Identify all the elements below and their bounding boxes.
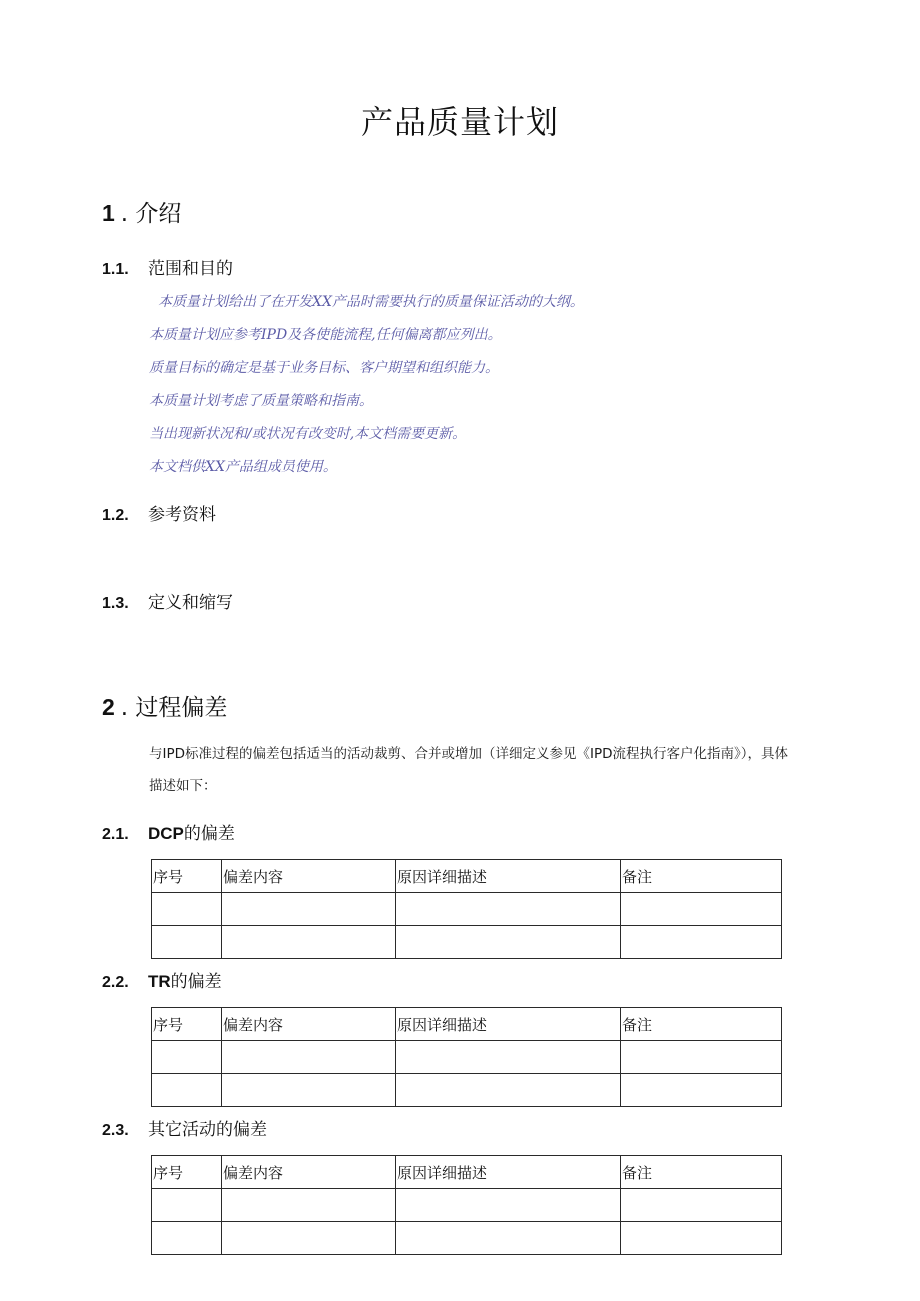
section-1-1-number: 1.1. xyxy=(102,261,129,278)
guidance-line: 本质量计划给出了在开发XX产品时需要执行的质量保证活动的大纲。 xyxy=(158,294,584,310)
table-cell[interactable] xyxy=(152,1074,222,1107)
header-cell: 序号 xyxy=(152,1156,222,1189)
section-1-number: 1 xyxy=(102,200,115,226)
section-2-1-number: 2.1. xyxy=(102,826,129,843)
section-2-3-number: 2.3. xyxy=(102,1122,129,1139)
section-1-1-label: 范围和目的 xyxy=(148,259,233,279)
table-cell[interactable] xyxy=(396,1189,621,1222)
header-cell: 偏差内容 xyxy=(222,1156,396,1189)
section-1-heading xyxy=(102,198,181,229)
section-2-number: 2 xyxy=(102,694,115,720)
section-2-2-heading xyxy=(102,970,222,995)
table-cell[interactable] xyxy=(621,1074,782,1107)
table-cell[interactable] xyxy=(222,1189,396,1222)
table-cell[interactable] xyxy=(621,926,782,959)
header-cell: 原因详细描述 xyxy=(396,1156,621,1189)
table-cell[interactable] xyxy=(621,893,782,926)
table-cell[interactable] xyxy=(396,1074,621,1107)
table-cell[interactable] xyxy=(152,893,222,926)
guidance-line: 本质量计划应参考IPD及各使能流程,任何偏离都应列出。 xyxy=(149,327,502,343)
section-1-3-heading xyxy=(102,591,233,616)
section-2-2-number: 2.2. xyxy=(102,974,129,991)
guidance-line: 本质量计划考虑了质量策略和指南。 xyxy=(149,393,373,409)
table-cell[interactable] xyxy=(222,893,396,926)
table-header-row xyxy=(152,1008,782,1041)
section-1-3-number: 1.3. xyxy=(102,595,129,612)
table-row xyxy=(152,1222,782,1255)
table-row xyxy=(152,926,782,959)
section-2-heading xyxy=(102,692,227,723)
table-header-row xyxy=(152,1156,782,1189)
section-2-2-label: 的偏差 xyxy=(170,972,222,992)
table-cell[interactable] xyxy=(222,1222,396,1255)
tr-deviation-table xyxy=(151,1007,782,1107)
header-cell: 序号 xyxy=(152,860,222,893)
table-cell[interactable] xyxy=(396,1222,621,1255)
guidance-line: 质量目标的确定是基于业务目标、客户期望和组织能力。 xyxy=(149,360,499,376)
table-row xyxy=(152,1189,782,1222)
section-1-3-label: 定义和缩写 xyxy=(148,593,233,613)
tr-token: TR xyxy=(148,972,171,991)
table-header-row xyxy=(152,860,782,893)
section-1-label: . 介绍 xyxy=(120,201,182,227)
other-deviation-table xyxy=(151,1155,782,1255)
table-cell[interactable] xyxy=(222,1041,396,1074)
table-cell[interactable] xyxy=(152,1041,222,1074)
section-2-3-label: 其它活动的偏差 xyxy=(148,1120,267,1140)
table-row xyxy=(152,1041,782,1074)
table-cell[interactable] xyxy=(621,1189,782,1222)
section-1-2-heading xyxy=(102,503,216,528)
table-row xyxy=(152,1074,782,1107)
dcp-deviation-table xyxy=(151,859,782,959)
section-2-1-heading xyxy=(102,822,235,847)
header-cell: 偏差内容 xyxy=(222,860,396,893)
section-1-2-number: 1.2. xyxy=(102,507,129,524)
header-cell: 备注 xyxy=(621,1008,782,1041)
table-cell[interactable] xyxy=(396,893,621,926)
dcp-token: DCP xyxy=(148,824,184,843)
section-1-2-label: 参考资料 xyxy=(148,505,216,525)
section-2-3-heading xyxy=(102,1118,267,1143)
table-cell[interactable] xyxy=(621,1222,782,1255)
section-2-description: 与IPD标准过程的偏差包括适当的活动裁剪、合并或增加（详细定义参见《IPD流程执行客户化指南》），具体描述如下： xyxy=(149,746,789,794)
guidance-line: 当出现新状况和/或状况有改变时,本文档需要更新。 xyxy=(149,426,467,442)
table-cell[interactable] xyxy=(396,1041,621,1074)
table-row xyxy=(152,893,782,926)
table-cell[interactable] xyxy=(621,1041,782,1074)
table-cell[interactable] xyxy=(152,1222,222,1255)
header-cell: 偏差内容 xyxy=(222,1008,396,1041)
header-cell: 原因详细描述 xyxy=(396,860,621,893)
table-cell[interactable] xyxy=(152,1189,222,1222)
table-cell[interactable] xyxy=(222,926,396,959)
section-2-1-label: 的偏差 xyxy=(183,824,235,844)
section-2-label: . 过程偏差 xyxy=(120,695,228,721)
header-cell: 备注 xyxy=(621,1156,782,1189)
section-1-1-heading xyxy=(102,257,233,282)
header-cell: 备注 xyxy=(621,860,782,893)
table-cell[interactable] xyxy=(222,1074,396,1107)
guidance-line: 本文档供XX产品组成员使用。 xyxy=(149,459,337,475)
page-title: 产品质量计划 xyxy=(360,103,559,141)
header-cell: 序号 xyxy=(152,1008,222,1041)
header-cell: 原因详细描述 xyxy=(396,1008,621,1041)
table-cell[interactable] xyxy=(396,926,621,959)
table-cell[interactable] xyxy=(152,926,222,959)
